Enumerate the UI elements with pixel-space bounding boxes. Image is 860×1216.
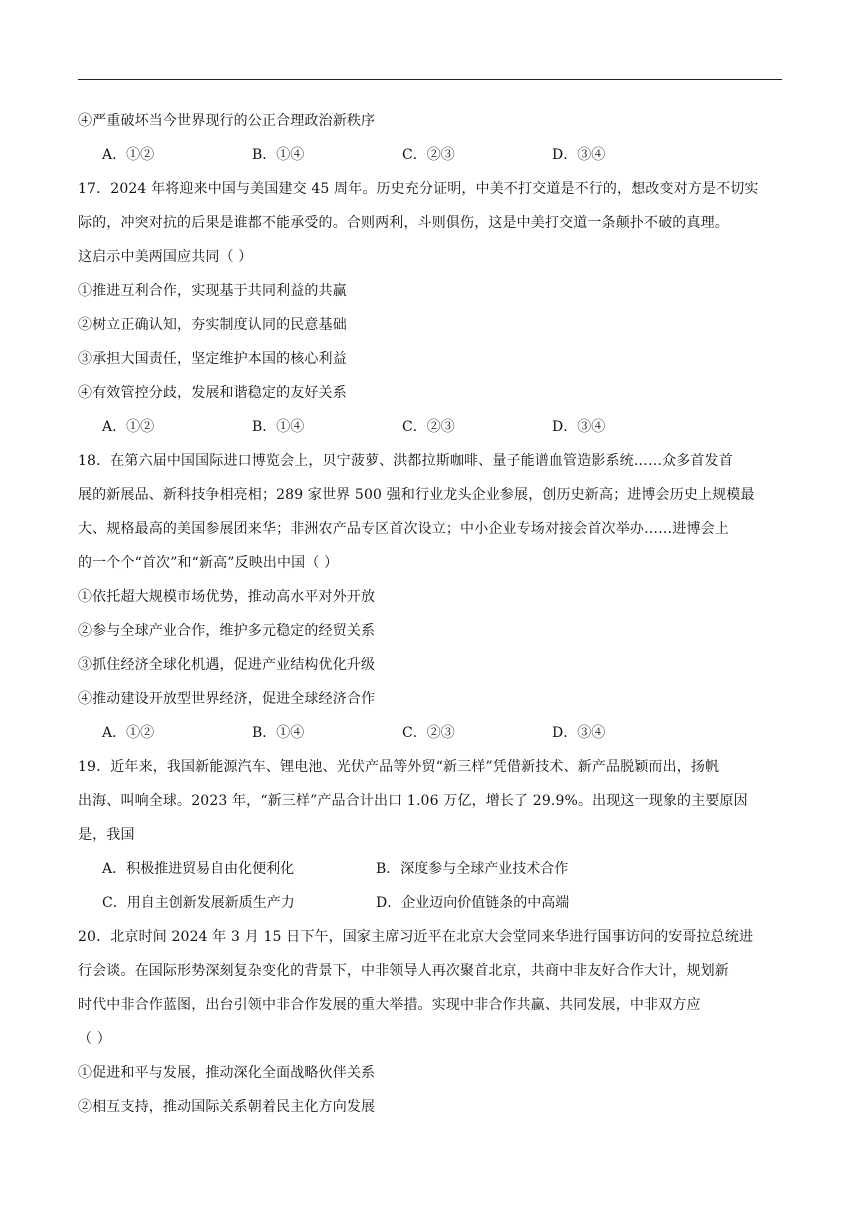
q20-stem-line: 行会谈。在国际形势深刻复杂变化的背景下，中非领导人再次聚首北京，共商中非友好合作大计，规划新 [78, 963, 729, 979]
question-19 [78, 750, 784, 920]
header-rule [78, 79, 782, 80]
q19-options-row-2 [78, 886, 784, 920]
q19-stem-line: 出海、叫响全球。2023 年，“新三样”产品合计出口 1.06 万亿，增长了 29.9%。出现这一现象的主要原因 [78, 793, 748, 809]
q17-option-c[interactable]: C．②③ [402, 419, 455, 435]
q16-options [78, 138, 784, 172]
q17-item-1: ①推进互利合作，实现基于共同利益的共赢 [78, 283, 347, 299]
q19-option-d[interactable]: D．企业迈向价值链条的中高端 [376, 895, 570, 911]
q19-stem-line: 19．近年来，我国新能源汽车、锂电池、光伏产品等外贸“新三样”凭借新技术、新产品脱颖而出，扬帆 [78, 759, 720, 775]
q18-stem-line: 展的新展品、新科技争相亮相；289 家世界 500 强和行业龙头企业参展，创历史新高；进博会历史上规模最 [78, 487, 755, 503]
q20-stem-line: （ ） [78, 1031, 111, 1047]
q18-item-3: ③抓住经济全球化机遇，促进产业结构优化升级 [78, 657, 376, 673]
q17-stem-line: 际的，冲突对抗的后果是谁都不能承受的。合则两利，斗则俱伤，这是中美打交道一条颠扑不破的真理。 [78, 215, 729, 231]
question-16-tail [78, 104, 784, 172]
question-20 [78, 920, 784, 1124]
q20-item-1: ①促进和平与发展，推动深化全面战略伙伴关系 [78, 1065, 376, 1081]
q18-option-d[interactable]: D．③④ [552, 725, 606, 741]
q16-item-4: ④严重破坏当今世界现行的公正合理政治新秩序 [78, 113, 376, 129]
q16-option-b[interactable]: B．①④ [252, 147, 305, 163]
q18-stem-line: 大、规格最高的美国参展团来华；非洲农产品专区首次设立；中小企业专场对接会首次举办……进博会上 [78, 521, 729, 537]
q17-stem-line: 这启示中美两国应共同（ ） [78, 249, 253, 265]
q18-item-1: ①依托超大规模市场优势，推动高水平对外开放 [78, 589, 376, 605]
q18-option-c[interactable]: C．②③ [402, 725, 455, 741]
q18-options [78, 716, 784, 750]
q18-item-4: ④推动建设开放型世界经济，促进全球经济合作 [78, 691, 376, 707]
q18-option-b[interactable]: B．①④ [252, 725, 305, 741]
q20-stem-line: 时代中非合作蓝图，出台引领中非合作发展的重大举措。实现中非合作共赢、共同发展，中非双方应 [78, 997, 701, 1013]
q17-option-a[interactable]: A．①② [102, 419, 155, 435]
q18-option-a[interactable]: A．①② [102, 725, 155, 741]
q18-item-2: ②参与全球产业合作，维护多元稳定的经贸关系 [78, 623, 376, 639]
q17-option-b[interactable]: B．①④ [252, 419, 305, 435]
q19-options-row-1 [78, 852, 784, 886]
q19-option-a[interactable]: A．积极推进贸易自由化便利化 [102, 861, 295, 877]
q16-option-c[interactable]: C．②③ [402, 147, 455, 163]
q19-stem-line: 是，我国 [78, 827, 135, 843]
q17-item-3: ③承担大国责任，坚定维护本国的核心利益 [78, 351, 347, 367]
question-18 [78, 444, 784, 750]
q17-options [78, 410, 784, 444]
q18-stem-line: 的一个个“首次”和“新高”反映出中国（ ） [78, 555, 339, 571]
q16-option-d[interactable]: D．③④ [552, 147, 606, 163]
q17-item-4: ④有效管控分歧，发展和谐稳定的友好关系 [78, 385, 347, 401]
q19-option-b[interactable]: B．深度参与全球产业技术合作 [376, 861, 569, 877]
q20-stem-line: 20．北京时间 2024 年 3 月 15 日下午，国家主席习近平在北京大会堂同来华进行国事访问的安哥拉总统进 [78, 929, 754, 945]
q18-stem-line: 18．在第六届中国国际进口博览会上，贝宁菠萝、洪都拉斯咖啡、量子能谱血管造影系统……众多首发首 [78, 453, 733, 469]
exam-page [78, 104, 784, 1124]
q20-item-2: ②相互支持，推动国际关系朝着民主化方向发展 [78, 1099, 376, 1115]
q17-stem-line: 17．2024 年将迎来中国与美国建交 45 周年。历史充分证明，中美不打交道是不行的，想改变对方是不切实 [78, 181, 759, 197]
q16-option-a[interactable]: A．①② [102, 147, 155, 163]
q19-option-c[interactable]: C．用自主创新发展新质生产力 [102, 895, 295, 911]
question-17 [78, 172, 784, 444]
q17-option-d[interactable]: D．③④ [552, 419, 606, 435]
q17-item-2: ②树立正确认知，夯实制度认同的民意基础 [78, 317, 347, 333]
